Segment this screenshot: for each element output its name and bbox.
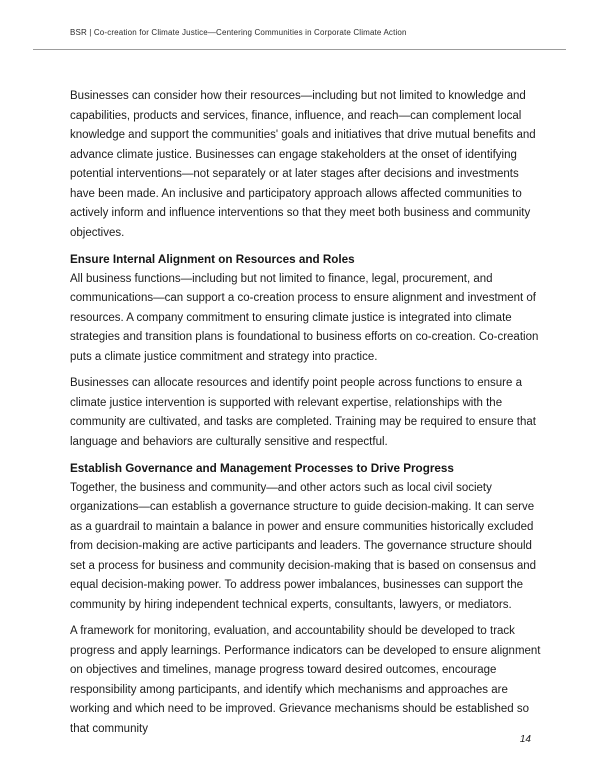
running-header: BSR | Co-creation for Climate Justice—Centering Communities in Corporate Climate Action (70, 28, 407, 37)
section-heading-internal-alignment: Ensure Internal Alignment on Resources and Roles (70, 253, 355, 266)
section-paragraph: A framework for monitoring, evaluation, and accountability should be developed to track progress and apply learnings. Performance indicators can be developed to ensure alignment on objectives and timelines, manage progress toward desired outcomes, encourage responsibility among participants, and identify which mechanisms and approaches are working and which need to be improved. Grievance mechanisms should be established so that community (70, 625, 541, 735)
header-divider (33, 49, 566, 50)
section-heading-governance: Establish Governance and Management Processes to Drive Progress (70, 462, 454, 475)
page-number: 14 (519, 734, 531, 745)
intro-paragraph: Businesses can consider how their resources—including but not limited to knowledge and capabilities, products and services, finance, influence, and reach—can complement local knowledge and support the communities' goals and initiatives that drive mutual benefits and advance climate justice. Businesses can engage stakeholders at the onset of identifying potential interventions—not separately or at later stages after decisions and investments have been made. An inclusive and participatory approach allows affected communities to actively inform and influence interventions so that they meet both business and community objectives. (70, 90, 536, 239)
section-paragraph: All business functions—including but not limited to finance, legal, procurement, and communications—can support a co-creation process to ensure alignment and investment of resources. A company commitment to ensuring climate justice is integrated into climate strategies and transition plans is foundational to business efforts on co-creation. Co-creation puts a climate justice commitment and strategy into practice. (70, 272, 539, 363)
section-paragraph: Businesses can allocate resources and identify point people across functions to ensure a climate justice intervention is supported with relevant expertise, relationships with the community are cultivated, and tasks are completed. Training may be required to ensure that language and behaviors are culturally sensitive and respectful. (70, 377, 536, 448)
section-paragraph: Together, the business and community—and other actors such as local civil society organizations—can establish a governance structure to guide decision-making. It can serve as a guardrail to maintain a balance in power and ensure communities historically excluded from decision-making are active participants and leaders. The governance structure should set a process for business and community decision-making that is based on consensus and equal decision-making power. To address power imbalances, businesses can support the community by hiring independent technical experts, consultants, lawyers, or mediators. (70, 481, 537, 611)
page-body (70, 87, 542, 746)
